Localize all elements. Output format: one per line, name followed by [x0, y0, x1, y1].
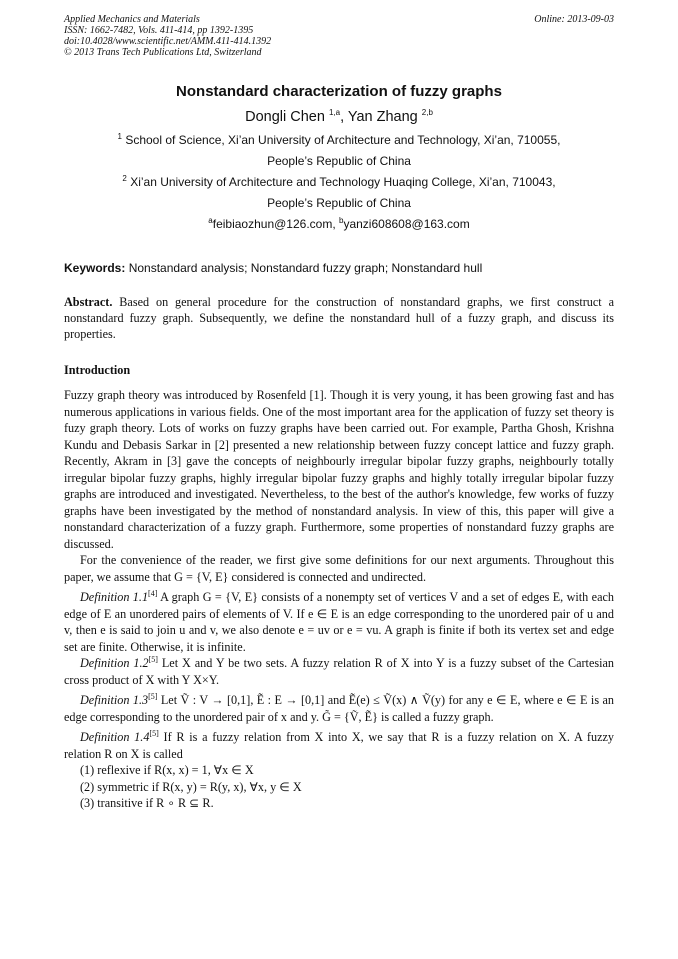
citation-ref: [5]	[148, 691, 158, 701]
affiliation-line: People’s Republic of China	[267, 154, 411, 168]
intro-paragraph: For the convenience of the reader, we first give some definitions for our next arguments. Throughout this paper, we assume that G = {V, E} considered is connected and undirected.	[64, 553, 614, 584]
citation-ref: [4]	[148, 588, 158, 598]
author-name: Yan Zhang	[347, 109, 418, 125]
doi-line: doi:10.4028/www.scientific.net/AMM.411-414.1392	[64, 36, 272, 47]
journal-name: Applied Mechanics and Materials	[64, 14, 200, 25]
citation-ref: [5]	[149, 728, 159, 738]
affiliations	[64, 130, 614, 235]
affiliation-marker: 2	[122, 174, 127, 183]
abstract-label: Abstract.	[64, 295, 113, 309]
definition-text: A graph G = {V, E} consists of a nonempty set of vertices V and a set of edges E, with each edge of E an unordered pairs of elements of V. If e ∈ E is an edge corresponding to the unordered pair of u and v, then e is said to join u and v, we also denote e = uv or e = vu. A graph is finite if both its vertex set and edge set are finite. Otherwise, it is infinite.	[64, 590, 614, 654]
definition-text: Let X and Y be two sets. A fuzzy relation R of X into Y is a fuzzy subset of the Cartesian cross product of X with Y X×Y.	[64, 656, 614, 687]
list-item: (3) transitive if R ∘ R ⊆ R.	[80, 796, 214, 810]
definition-label: Definition 1.3	[80, 693, 149, 707]
definition-label: Definition 1.2	[80, 656, 149, 670]
citation-ref: [5]	[148, 654, 158, 664]
affiliation-line: School of Science, Xi’an University of Architecture and Technology, Xi’an, 710055,	[125, 133, 561, 147]
list-item: (1) reflexive if R(x, x) = 1, ∀x ∈ X	[80, 763, 254, 777]
paper-title: Nonstandard characterization of fuzzy graphs	[176, 83, 502, 100]
keywords-label: Keywords:	[64, 261, 126, 275]
list-item: (2) symmetric if R(x, y) = R(y, x), ∀x, y ∈ X	[80, 779, 302, 794]
keywords-text: Nonstandard analysis; Nonstandard fuzzy graph; Nonstandard hull	[125, 261, 483, 275]
affiliation-line: People’s Republic of China	[267, 196, 411, 210]
definition-text: Let Ṽ : V → [0,1], Ẽ : E → [0,1] and Ẽ(e) ≤ Ṽ(x) ∧ Ṽ(y) for any e ∈ E, where e ∈ E is an edge corresponding to the unordered pair of x and y. G̃ = {Ṽ, Ẽ} is called a fuzzy graph.	[64, 693, 614, 724]
author-superscript: 2,b	[421, 108, 433, 118]
author-superscript: 1,a	[328, 108, 341, 118]
affiliation-marker: 1	[117, 132, 122, 141]
author-separator: ,	[340, 109, 348, 125]
definition-1-3	[64, 692, 614, 725]
journal-header	[64, 14, 614, 58]
email-marker: b	[339, 216, 344, 225]
author-list	[64, 109, 614, 125]
abstract-text: Based on general procedure for the construction of nonstandard graphs, we first construct a nonstandard fuzzy graph. Subsequently, we define the nonstandard hull of a fuzzy graph, and discuss its properties.	[64, 295, 614, 341]
email-address: feibiaozhun@126.com,	[212, 217, 339, 231]
email-address: yanzi608608@163.com	[343, 217, 470, 231]
definition-1-4	[64, 729, 614, 762]
definition-label: Definition 1.4	[80, 730, 150, 744]
issn-line: ISSN: 1662-7482, Vols. 411-414, pp 1392-1395	[64, 25, 254, 36]
affiliation-line: Xi’an University of Architecture and Technology Huaqing College, Xi’an, 710043,	[130, 175, 556, 189]
definition-label: Definition 1.1	[80, 590, 149, 604]
intro-paragraph: Fuzzy graph theory was introduced by Rosenfeld [1]. Though it is very young, it has been growing fast and has numerous applications in various fields. One of the most important area for the application of fuzzy set theory is fuzy graph theory. Lots of works on fuzzy graphs have been carried out. For example, Partha Ghosh, Krishna Kundu and Debasis Sarkar in [2] presented a new relationship between fuzzy concept lattice and fuzzy graph. Recently, Akram in [3] gave the concepts of neighbourly irregular bipolar fuzzy graphs, neighbourly totally irregular bipolar fuzzy graphs, highly irregular bipolar fuzzy graphs and highly totally irregular bipolar fuzzy graphs are introduced and investigated. Nevertheless, to the best of the author's knowledge, few works of fuzzy graphs have been investigated by the method of nonstandard analysis. In view of this, this paper will give a nonstandard characterization of a fuzzy graph. Furthermore, some properties of nonstandard fuzzy graphs are discussed.	[64, 388, 614, 551]
copyright-line: © 2013 Trans Tech Publications Ltd, Switzerland	[64, 47, 262, 58]
email-marker: a	[208, 216, 213, 225]
section-heading: Introduction	[64, 363, 131, 377]
definition-1-2	[64, 655, 614, 688]
abstract	[64, 294, 614, 342]
definition-text: If R is a fuzzy relation from X into X, we say that R is a fuzzy relation on X. A fuzzy relation R on X is called	[64, 730, 614, 761]
online-date: Online: 2013-09-03	[534, 14, 614, 25]
section-body	[64, 387, 614, 812]
definition-1-1	[64, 589, 614, 655]
keywords	[64, 261, 614, 275]
author-name: Dongli Chen	[245, 109, 325, 125]
paper-page	[64, 14, 614, 812]
